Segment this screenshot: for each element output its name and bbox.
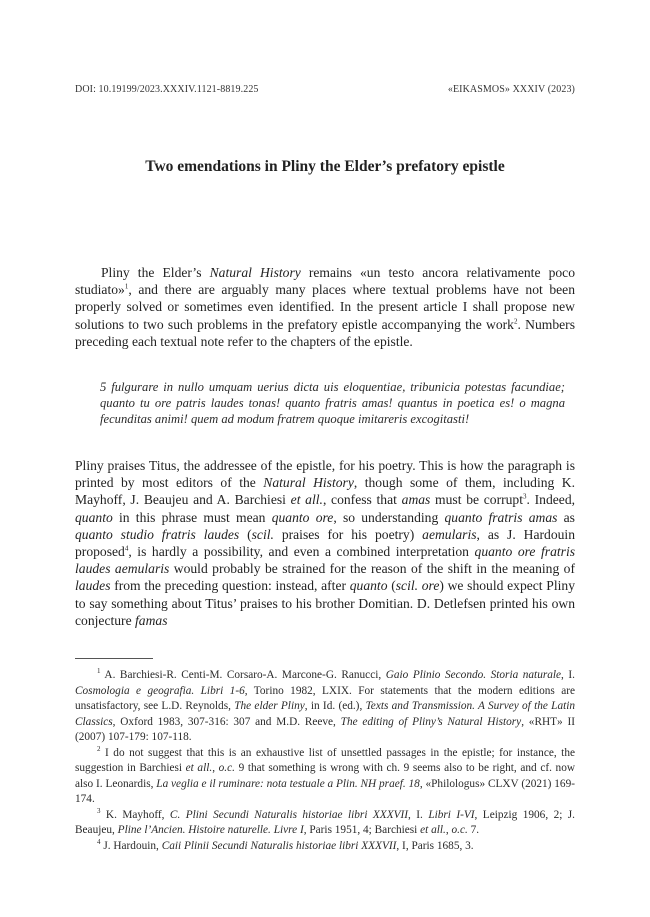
text: , confess that: [322, 492, 402, 508]
text: (: [387, 578, 396, 594]
footnote-ref-4: 4: [124, 544, 129, 553]
italic-text: laudes: [75, 578, 111, 594]
text: ,: [445, 824, 452, 836]
text: . Indeed,: [526, 492, 576, 508]
text: in this phrase must mean: [112, 509, 272, 525]
text: would probably be strained for the reason of the shift in the meaning of: [169, 561, 576, 577]
text: 9 that something is wrong with ch. 9 seems also to be right, and cf. now also I. Leonardis,: [75, 762, 575, 790]
text: Pliny the Elder’s: [101, 265, 210, 280]
italic-text: Libri I-VI: [428, 808, 475, 821]
text: remains «un testo ancora relativamente poco studiato»: [75, 265, 575, 298]
italic-text: quanto ore fratris laudes aemularis: [75, 544, 576, 577]
footnote-ref-1: 1: [124, 282, 129, 291]
text: must be corrupt: [430, 492, 524, 508]
italic-text: La veglia e il ruminare: nota testuale a Plin. NH praef. 18: [156, 777, 420, 790]
article-title: Two emendations in Pliny the Elder’s prefatory epistle: [145, 158, 505, 175]
footnote-divider: [75, 658, 153, 659]
text: (: [239, 526, 252, 542]
text: , as J. Hardouin proposed: [75, 526, 575, 560]
text: from the preceding question: instead, after: [110, 578, 350, 594]
italic-text: famas: [135, 612, 168, 628]
footnote-ref-3: 3: [523, 492, 527, 501]
footnote-number: 2: [97, 744, 101, 753]
footnote-3: [75, 808, 575, 839]
text: , I.: [408, 808, 429, 821]
text: , Oxford 1983, 307-316: 307 and M.D. Reeve,: [112, 715, 341, 728]
text: , Leipzig 1906, 2; J. Beaujeu,: [75, 808, 576, 836]
italic-text: quanto: [75, 509, 113, 525]
text: , «Philologus» CLXV (2021) 169-174.: [75, 777, 575, 805]
footnote-1: [75, 668, 575, 746]
footnote-number: 1: [97, 667, 101, 676]
text: , I.: [561, 669, 575, 681]
quotation-text: 5 fulgurare in nullo umquam uerius dicta uis eloquentiae, tribunicia potestas facundiae; quanto tu ore patris laudes tonas! quanto fratris amas! quantus in poetica es! o magna fecunditas animi! quem ad modum fratrem quoque imitareris excogitasti!: [100, 380, 565, 426]
italic-text: Cosmologia e geografia. Libri 1-6: [75, 684, 245, 697]
text: ,: [212, 762, 219, 774]
text: , so understanding: [333, 509, 445, 525]
italic-text: The editing of Pliny’s Natural History: [340, 715, 522, 728]
italic-text: o.c.: [451, 824, 468, 836]
text: as: [557, 509, 575, 525]
italic-text: Natural History: [209, 265, 301, 280]
italic-text: quanto studio fratris laudes: [75, 526, 240, 542]
italic-text: et all.: [290, 492, 323, 508]
italic-text: quanto: [349, 578, 388, 594]
italic-text: scil. ore: [395, 578, 440, 594]
text: I do not suggest that this is an exhaustive list of unsettled passages in the epistle; for instance, the suggestion in Barchiesi: [75, 746, 575, 774]
italic-text: scil.: [251, 526, 274, 542]
text: , «RHT» II (2007) 107-179: 107-118.: [75, 715, 575, 743]
text: K. Mayhoff,: [100, 808, 170, 821]
text: A. Barchiesi-R. Centi-M. Corsaro-A. Marcone-G. Ranucci,: [100, 669, 386, 681]
doi-label: DOI: 10.19199/2023.XXXIV.1121-8819.225: [75, 84, 259, 95]
italic-text: et all.: [420, 824, 446, 836]
footnotes: [75, 668, 575, 854]
text: J. Hardouin,: [100, 839, 162, 852]
text: praises for his poetry): [273, 526, 423, 542]
text: , and there are arguably many places where textual problems have not been properly solved or sometimes even identified. In the present article I shall propose new solutions to two such problems in the prefatory epistle accompanying the work: [75, 282, 575, 332]
text: , Torino 1982, LXIX. For statements that the modern editions are unsatisfactory, see L.D. Reynolds,: [75, 684, 575, 712]
italic-text: aemularis: [422, 526, 477, 542]
text: Pliny praises Titus, the addressee of the epistle, for his poetry. This is how the paragraph is printed by most editors of the: [75, 458, 575, 491]
italic-text: quanto fratris amas: [444, 509, 558, 525]
running-head: [75, 84, 575, 98]
footnote-4: [75, 839, 575, 855]
text: . Numbers preceding each textual note refer to the chapters of the epistle.: [75, 316, 576, 349]
text: , though some of them, including K. Mayhoff, J. Beaujeu and A. Barchiesi: [75, 475, 576, 508]
footnote-ref-2: 2: [513, 317, 518, 326]
footnote-2: [75, 746, 575, 808]
italic-text: Caii Plinii Secundi Naturalis historiae libri XXXVII: [161, 839, 397, 852]
latin-quotation: [100, 379, 565, 427]
italic-text: Gaio Plinio Secondo. Storia naturale: [385, 669, 562, 681]
italic-text: amas: [401, 492, 431, 508]
discussion-paragraph: [75, 457, 575, 629]
text: ) we should expect Pliny to say something about Titus’ praises to his brother Domitian. D. Detlefsen printed his own conjecture: [75, 578, 576, 628]
text: , in Id. (ed.),: [304, 700, 366, 712]
italic-text: et all.: [185, 762, 213, 774]
text: , is hardly a possibility, and even a combined interpretation: [128, 544, 475, 560]
text: 7.: [467, 824, 480, 836]
intro-paragraph: [75, 264, 575, 350]
footnote-number: 3: [97, 806, 101, 815]
italic-text: Texts and Transmission. A Survey of the Latin Classics: [75, 700, 576, 728]
italic-text: The elder Pliny: [234, 700, 305, 712]
journal-label: «EIKASMOS» XXXIV (2023): [447, 84, 575, 95]
text: , Paris 1951, 4; Barchiesi: [303, 824, 421, 836]
italic-text: C. Plini Secundi Naturalis historiae libri XXXVII: [169, 808, 409, 821]
italic-text: Natural History: [263, 475, 354, 491]
text: , I, Paris 1685, 3.: [396, 839, 474, 852]
italic-text: quanto ore: [271, 509, 334, 525]
italic-text: o.c.: [218, 762, 235, 774]
italic-text: Pline l’Ancien. Histoire naturelle. Livre I: [117, 824, 304, 836]
footnote-number: 4: [97, 837, 101, 846]
